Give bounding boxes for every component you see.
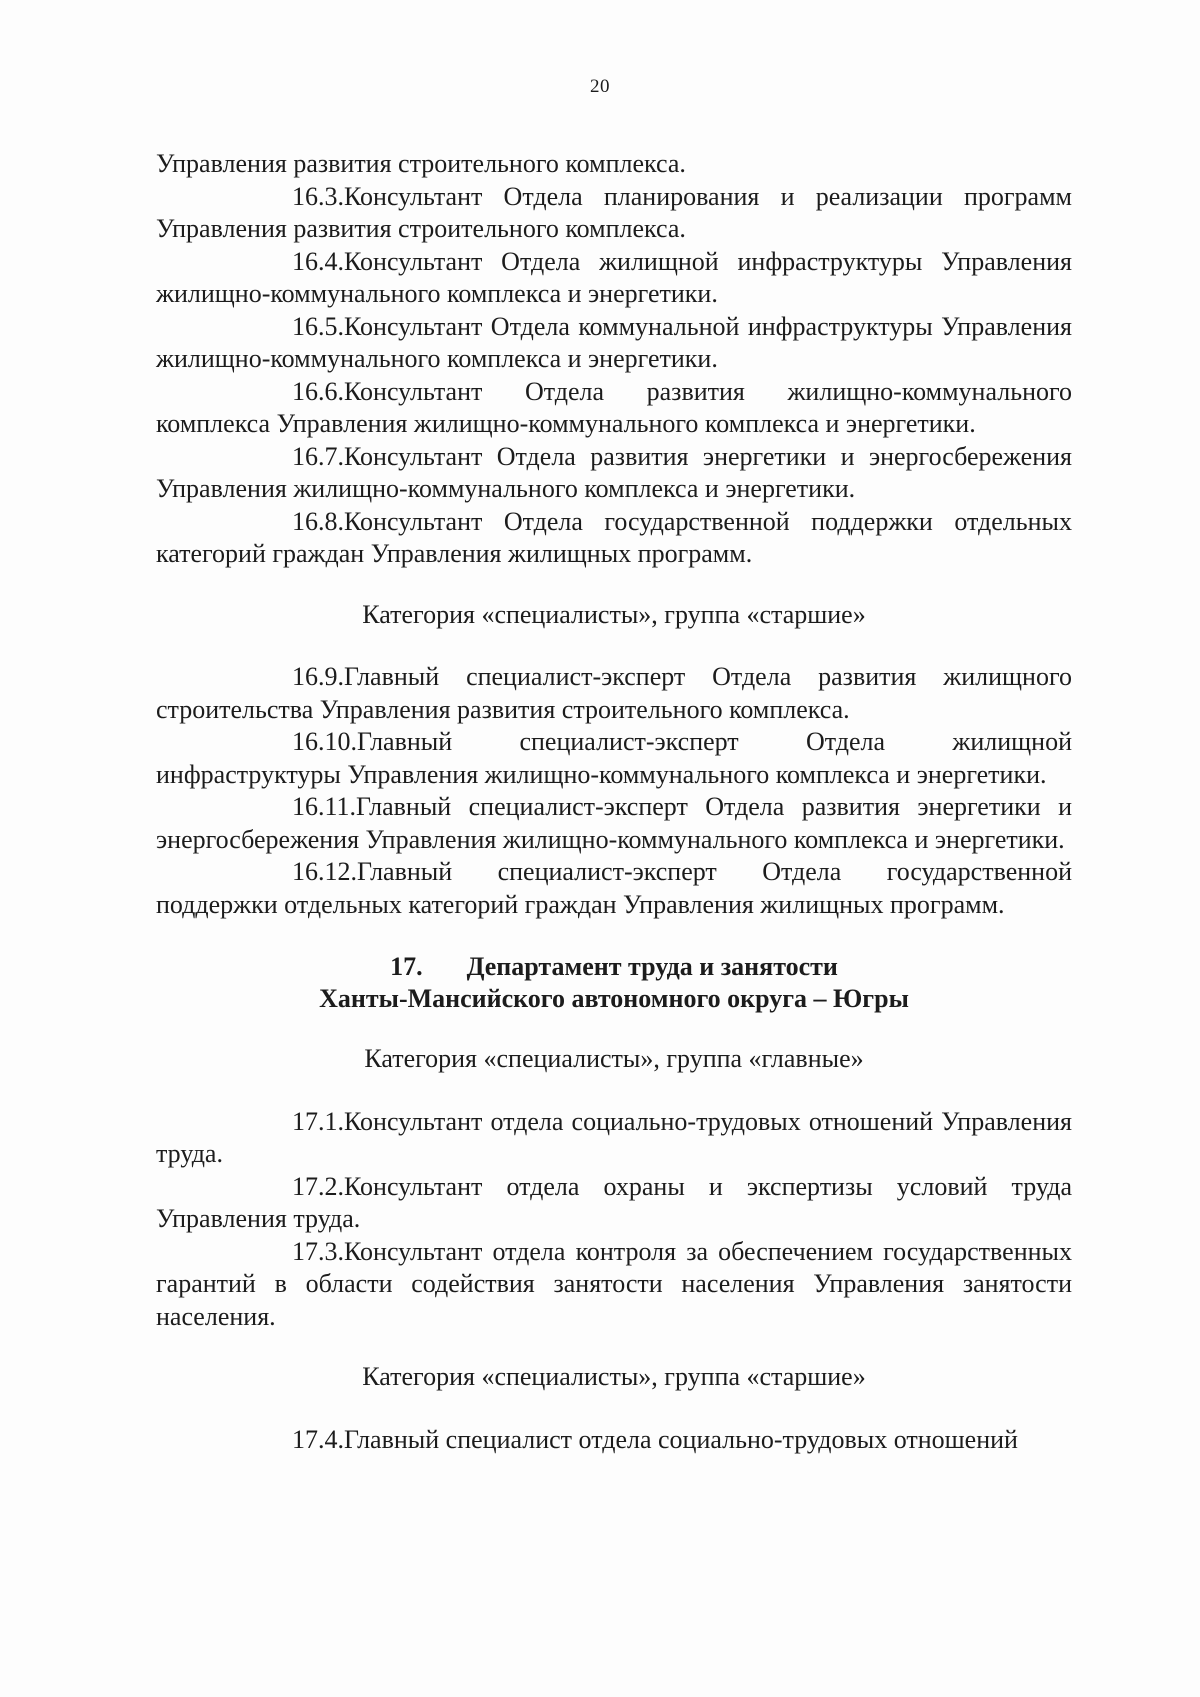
item-text: Консультант Отдела развития жилищно-коммунального комплекса Управления жилищно-коммунального комплекса и энергетики. xyxy=(156,376,1072,438)
item-number: 17.4. xyxy=(292,1424,344,1454)
section-heading xyxy=(156,921,1072,1015)
item-number: 17.3. xyxy=(292,1236,344,1266)
section-title-line-1 xyxy=(156,951,1072,983)
list-item xyxy=(156,441,1072,506)
item-number: 16.10. xyxy=(292,727,357,756)
list-item xyxy=(156,791,1072,856)
list-item xyxy=(156,1171,1072,1236)
item-text: Консультант отдела социально-трудовых отношений Управления труда. xyxy=(156,1106,1072,1168)
item-text: Консультант Отдела жилищной инфраструктуры Управления жилищно-коммунального комплекса и энергетики. xyxy=(156,246,1072,308)
document-body xyxy=(156,148,1072,1456)
category-heading: Категория «специалисты», группа «главные» xyxy=(364,1044,864,1073)
item-text: Консультант отдела контроля за обеспечением государственных гарантий в области содействия занятости населения Управления занятости населения. xyxy=(156,1236,1072,1331)
item-text: Консультант Отдела планирования и реализации программ Управления развития строительного комплекса. xyxy=(156,181,1072,243)
continued-text: Управления развития строительного комплекса. xyxy=(156,149,686,178)
item-text: Консультант Отдела коммунальной инфраструктуры Управления жилищно-коммунального комплекса и энергетики. xyxy=(156,311,1072,373)
list-16-main xyxy=(156,181,1072,571)
item-number: 16.3. xyxy=(292,181,344,211)
list-17-main xyxy=(156,1106,1072,1334)
list-item xyxy=(156,856,1072,921)
item-text: Главный специалист отдела социально-трудовых отношений xyxy=(344,1424,1018,1454)
item-text: Консультант отдела охраны и экспертизы условий труда Управления труда. xyxy=(156,1171,1072,1233)
item-number: 17.2. xyxy=(292,1171,344,1201)
item-text: Главный специалист-эксперт Отдела развития энергетики и энергосбережения Управления жилищно-коммунального комплекса и энергетики. xyxy=(156,792,1072,854)
list-item xyxy=(156,246,1072,311)
list-17-senior xyxy=(156,1424,1072,1457)
list-item xyxy=(156,1424,1072,1457)
item-number: 16.5. xyxy=(292,311,344,341)
category-heading: Категория «специалисты», группа «старшие» xyxy=(362,1362,866,1391)
item-number: 16.6. xyxy=(292,376,344,406)
section-title-line-2: Ханты-Мансийского автономного округа – Югры xyxy=(319,984,909,1013)
item-number: 16.7. xyxy=(292,441,344,471)
item-number: 16.8. xyxy=(292,506,344,536)
item-text: Главный специалист-эксперт Отдела развития жилищного строительства Управления развития строительного комплекса. xyxy=(156,662,1072,724)
list-item xyxy=(156,1236,1072,1334)
item-number: 16.4. xyxy=(292,246,344,276)
list-16-senior xyxy=(156,661,1072,921)
item-number: 16.12. xyxy=(292,857,357,886)
category-heading: Категория «специалисты», группа «старшие» xyxy=(362,599,866,629)
item-text: Консультант Отдела развития энергетики и энергосбережения Управления жилищно-коммунального комплекса и энергетики. xyxy=(156,441,1072,503)
item-number: 16.9. xyxy=(292,662,344,691)
item-number: 16.11. xyxy=(292,792,357,821)
list-item xyxy=(156,311,1072,376)
list-item xyxy=(156,661,1072,726)
list-item xyxy=(156,506,1072,571)
section-number: 17. xyxy=(390,952,423,981)
list-item xyxy=(156,726,1072,791)
item-text: Консультант Отдела государственной поддержки отдельных категорий граждан Управления жилищных программ. xyxy=(156,506,1072,568)
item-number: 17.1. xyxy=(292,1106,344,1136)
item-text: Главный специалист-эксперт Отдела государственной поддержки отдельных категорий граждан Управления жилищных программ. xyxy=(156,857,1072,919)
item-text: Главный специалист-эксперт Отдела жилищной инфраструктуры Управления жилищно-коммунального комплекса и энергетики. xyxy=(156,727,1072,789)
page-number: 20 xyxy=(590,76,610,97)
list-item xyxy=(156,376,1072,441)
section-title: Департамент труда и занятости xyxy=(466,952,838,981)
list-item xyxy=(156,181,1072,246)
list-item xyxy=(156,1106,1072,1171)
